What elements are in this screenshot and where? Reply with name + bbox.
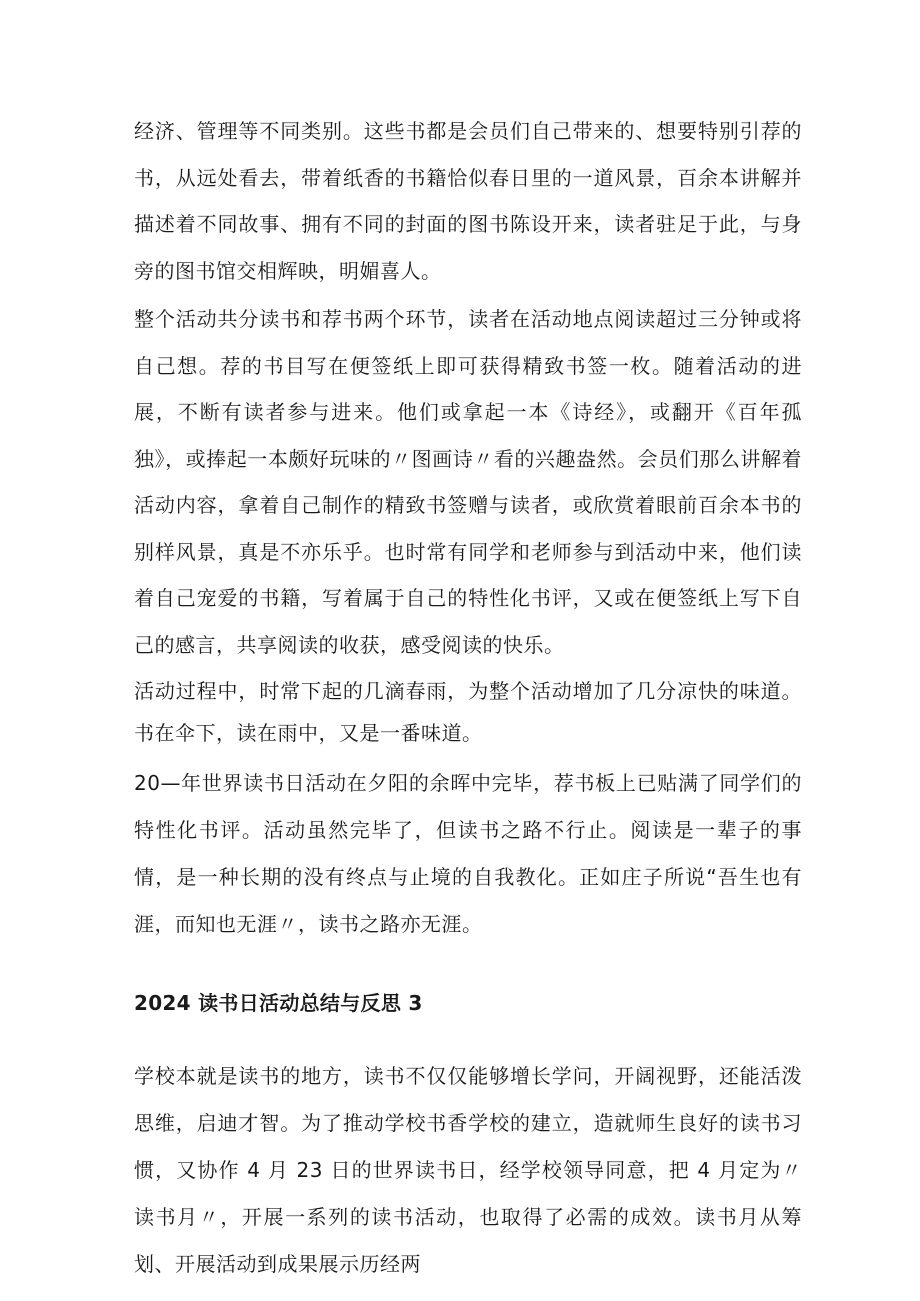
paragraph-4: 20—年世界读书日活动在夕阳的余晖中完毕，荐书板上已贴满了同学们的特性化书评。活动虽然完毕了，但读书之路不行止。阅读是一辈子的事情，是一种长期的没有终点与止境的自我教化。正如庄子所说“吾生也有涯，而知也无涯〃，读书之路亦无涯。 bbox=[134, 771, 802, 936]
paragraph-2: 整个活动共分读书和荐书两个环节，读者在活动地点阅读超过三分钟或将自己想。荐的书目写在便签纸上即可获得精致书签一枚。随着活动的进展，不断有读者参与进来。他们或拿起一本《诗经》，或翻开《百年孤独》，或捧起一本颇好玩味的〃图画诗〃看的兴趣盎然。会员们那么讲解着活动内容，拿着自己制作的精致书签赠与读者，或欣赏着眼前百余本书的别样风景，真是不亦乐乎。也时常有同学和老师参与到活动中来，他们读着自己宠爱的书籍，写着属于自己的特性化书评，又或在便签纸上写下自己的感言，共享阅读的收获，感受阅读的快乐。 bbox=[134, 307, 802, 657]
paragraph-5: 学校本就是读书的地方，读书不仅仅能够增长学问，开阔视野，还能活泼思维，启迪才智。为了推动学校书香学校的建立，造就师生良好的读书习惯，又协作 4 月 23 日的世界读书日，经学校领导同意，把 4 月定为〃读书月〃，开展一系列的读书活动，也取得了必需的成效。读书月从筹划、开展活动到成果展示历经两 bbox=[134, 1064, 802, 1276]
paragraph-1: 经济、管理等不同类别。这些书都是会员们自己带来的、想要特别引荐的书，从远处看去，带着纸香的书籍恰似春日里的一道风景，百余本讲解并描述着不同故事、拥有不同的封面的图书陈设开来，读者驻足于此，与身旁的图书馆交相辉映，明媚喜人。 bbox=[134, 119, 802, 283]
document-page bbox=[134, 108, 802, 1288]
paragraph-3: 活动过程中，时常下起的几滴春雨，为整个活动增加了几分凉快的味道。书在伞下，读在雨中，又是一番味道。 bbox=[134, 679, 802, 745]
section-heading: 2024 读书日活动总结与反思 3 bbox=[134, 991, 423, 1015]
